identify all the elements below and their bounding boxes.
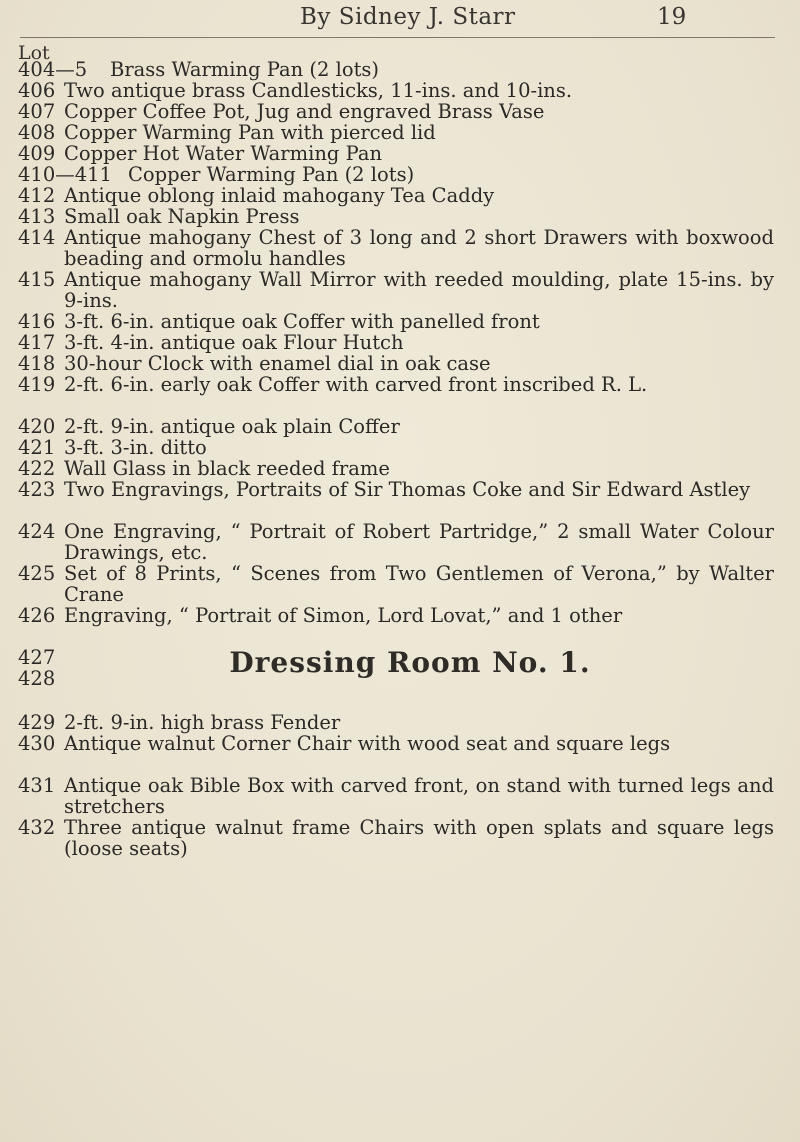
lot-number: 427	[18, 646, 56, 669]
lot-description: 3-ft. 3-in. ditto	[64, 436, 207, 459]
lot-number: 420	[18, 415, 56, 438]
lot-description: 2-ft. 9-in. antique oak plain Coffer	[64, 415, 400, 438]
lot-number: 419	[18, 373, 56, 396]
lot-description: Copper Coffee Pot, Jug and engraved Brass Vase	[64, 100, 545, 123]
lot-description: 2-ft. 9-in. high brass Fender	[64, 711, 341, 734]
lot-description: Antique oak Bible Box with carved front, on stand with turned legs and stretchers	[64, 774, 774, 818]
lot-description: 3-ft. 4-in. antique oak Flour Hutch	[64, 331, 404, 354]
page-number: 19	[657, 4, 687, 30]
lot-description: Brass Warming Pan (2 lots)	[110, 58, 380, 81]
lot-description: Copper Warming Pan with pierced lid	[64, 121, 436, 144]
lot-number: 406	[18, 79, 56, 102]
lot-description: Wall Glass in black reeded frame	[64, 457, 390, 480]
running-title: By Sidney J. Starr	[300, 4, 516, 30]
lot-description: Three antique walnut frame Chairs with open splats and square legs (loose seats)	[64, 816, 774, 860]
lot-number: 430	[18, 732, 56, 755]
lot-number: 423	[18, 478, 56, 501]
lot-number: 412	[18, 184, 56, 207]
lot-description: Antique mahogany Wall Mirror with reeded moulding, plate 15-ins. by 9-ins.	[64, 268, 774, 312]
lot-description: Small oak Napkin Press	[64, 205, 300, 228]
lot-number: 415	[18, 268, 56, 291]
lot-number: 425	[18, 562, 56, 585]
lot-number: 428	[18, 667, 56, 690]
lot-description: One Engraving, “ Portrait of Robert Partridge,” 2 small Water Colour Drawings, etc.	[64, 520, 774, 564]
lot-number: 407	[18, 100, 56, 123]
lot-number: 417	[18, 331, 56, 354]
lot-description: Copper Warming Pan (2 lots)	[128, 163, 415, 186]
lot-number: 422	[18, 457, 56, 480]
lot-description: 3-ft. 6-in. antique oak Coffer with panelled front	[64, 310, 540, 333]
lot-description: Engraving, “ Portrait of Simon, Lord Lovat,” and 1 other	[64, 604, 623, 627]
header-rule	[20, 37, 775, 38]
lot-description: 30-hour Clock with enamel dial in oak case	[64, 352, 491, 375]
lot-number: 429	[18, 711, 56, 734]
lot-number: 432	[18, 816, 56, 839]
section-heading	[0, 646, 800, 679]
lot-column-heading: Lot	[18, 42, 50, 64]
lot-description: 2-ft. 6-in. early oak Coffer with carved front inscribed R. L.	[64, 373, 648, 396]
lot-number: 413	[18, 205, 56, 228]
lot-number: 409	[18, 142, 56, 165]
lot-number: 421	[18, 436, 56, 459]
lot-number: 418	[18, 352, 56, 375]
lot-number: 424	[18, 520, 56, 543]
lot-description: Antique oblong inlaid mahogany Tea Caddy	[64, 184, 495, 207]
lot-number: 416	[18, 310, 56, 333]
lot-description: Set of 8 Prints, “ Scenes from Two Gentlemen of Verona,” by Walter Crane	[64, 562, 774, 606]
section-heading-text: Dressing Room No. 1.	[229, 646, 591, 679]
lot-description: Two antique brass Candlesticks, 11-ins. and 10-ins.	[64, 79, 573, 102]
lot-number: 426	[18, 604, 56, 627]
lot-number: 410—411	[18, 163, 112, 186]
lot-number: 414	[18, 226, 56, 249]
lot-description: Copper Hot Water Warming Pan	[64, 142, 383, 165]
lot-description: Antique mahogany Chest of 3 long and 2 short Drawers with boxwood beading and ormolu handles	[64, 226, 774, 270]
lot-number: 404—5	[18, 58, 88, 81]
page-header	[0, 0, 800, 44]
lot-description: Two Engravings, Portraits of Sir Thomas Coke and Sir Edward Astley	[64, 478, 751, 501]
lot-description: Antique walnut Corner Chair with wood seat and square legs	[64, 732, 671, 755]
lot-number: 431	[18, 774, 56, 797]
lot-number: 408	[18, 121, 56, 144]
